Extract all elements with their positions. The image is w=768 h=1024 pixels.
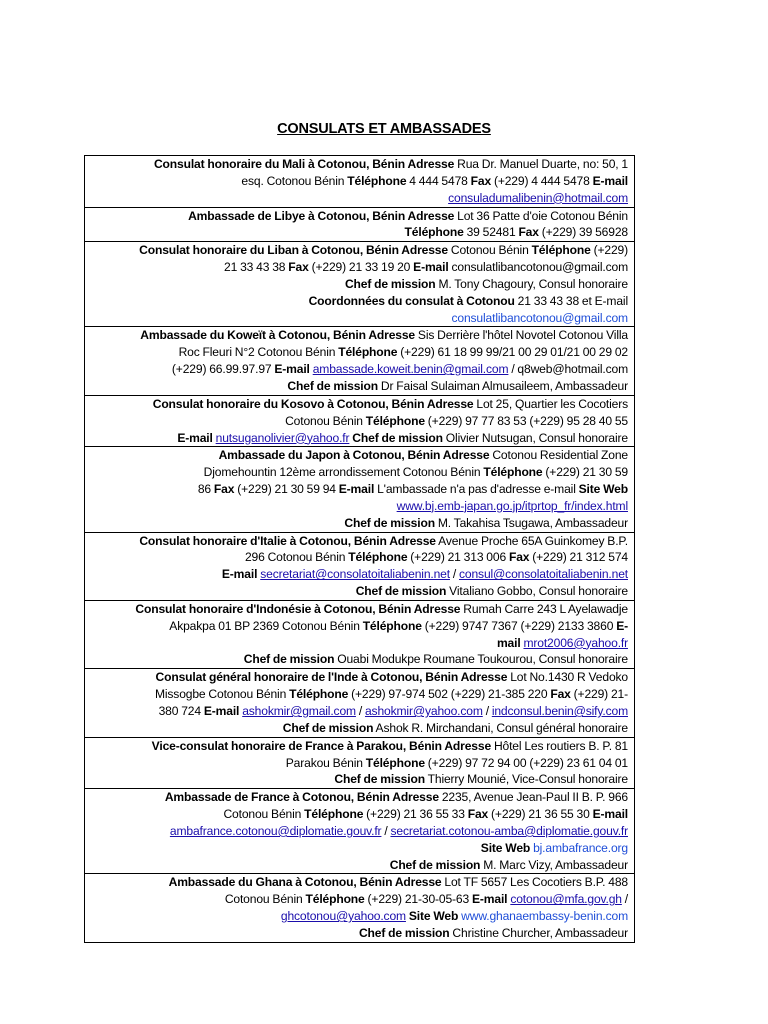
field-label: Téléphone	[305, 892, 365, 907]
field-value: Ouabi Modukpe Roumane Toukourou, Consul honoraire	[334, 652, 628, 667]
field-value: (+229) 97 77 83 53 (+229) 95 28 40 55	[424, 413, 628, 428]
field-label: Consulat honoraire du Liban à Cotonou, Bénin Adresse	[139, 243, 448, 258]
entry-line	[89, 669, 628, 686]
table-row	[85, 601, 634, 669]
field-label: Site Web	[480, 840, 531, 855]
entry-line	[89, 533, 628, 550]
field-label: Téléphone	[347, 173, 407, 188]
field-label: Consulat général honoraire de l'Inde à Cotonou, Bénin Adresse	[155, 670, 508, 685]
contact-link[interactable]: consul@consolatoitaliabenin.net	[459, 567, 628, 582]
contact-link[interactable]: mrot2006@yahoo.fr	[523, 635, 628, 650]
consulates-table	[84, 155, 635, 943]
field-value: (+229) 66.99.97.97	[171, 362, 275, 377]
field-value: Hôtel Les routiers B. P. 81	[491, 738, 628, 753]
field-label: Fax	[508, 550, 530, 565]
field-value: 86	[197, 482, 214, 497]
entry-line	[89, 738, 628, 755]
field-label: E-mail	[338, 482, 375, 497]
contact-text: bj.ambafrance.org	[533, 840, 628, 855]
contact-link[interactable]: secretariat@consolatoitaliabenin.net	[260, 567, 450, 582]
entry-line	[89, 481, 628, 498]
field-label: Téléphone	[338, 345, 398, 360]
contact-link[interactable]: ambafrance.cotonou@diplomatie.gouv.fr	[169, 823, 382, 838]
field-value: Vitaliano Gobbo, Consul honoraire	[446, 584, 628, 599]
table-row	[85, 874, 634, 942]
field-value: (+229) 39 56928	[538, 225, 628, 240]
field-value: Lot TF 5657 Les Cocotiers B.P. 488	[441, 875, 628, 890]
field-label: E-mail	[203, 704, 240, 718]
field-value: (+229) 21-	[570, 687, 628, 702]
field-value: Lot 25, Quartier les Cocotiers	[473, 396, 628, 411]
field-label: Chef de mission	[344, 515, 435, 530]
field-value: L'ambassade n'a pas d'adresse e-mail	[374, 482, 579, 497]
field-value: 21 33 43 38 et E-mail	[514, 293, 628, 308]
field-value: Akpakpa 01 BP 2369 Cotonou Bénin	[169, 618, 363, 633]
entry-line	[89, 361, 628, 378]
field-value: consulatlibancotonou@gmail.com	[448, 260, 628, 275]
field-label: Site Web	[408, 909, 459, 924]
field-label: Fax	[213, 482, 235, 497]
field-value: /	[621, 892, 628, 907]
entry-line	[89, 618, 628, 635]
contact-link[interactable]: consuladumalibenin@hotmail.com	[448, 190, 628, 205]
table-row	[85, 396, 634, 448]
field-label: Site Web	[578, 482, 628, 497]
field-label: Téléphone	[365, 755, 425, 770]
table-row	[85, 738, 634, 790]
field-label: Fax	[470, 173, 492, 188]
table-row	[85, 669, 634, 737]
table-row	[85, 789, 634, 874]
entry-line	[89, 190, 628, 207]
field-label: Chef de mission	[344, 276, 436, 291]
field-value: (+229) 21-30-05-63	[364, 892, 472, 907]
field-label: Consulat honoraire d'Indonésie à Cotonou, Bénin Adresse	[135, 601, 461, 616]
table-row	[85, 327, 634, 395]
entry-line	[89, 857, 628, 874]
field-value: Cotonou Bénin	[447, 243, 532, 258]
field-label: Vice-consulat honoraire de France à Parakou, Bénin Adresse	[151, 738, 492, 753]
field-value: 2235, Avenue Jean-Paul II B. P. 966	[438, 790, 628, 805]
field-label: Téléphone	[289, 687, 349, 702]
entry-line	[89, 806, 628, 823]
contact-link[interactable]: nutsuganolivier@yahoo.fr	[215, 430, 350, 445]
entry-line	[89, 413, 628, 430]
field-label: Chef de mission	[352, 430, 443, 445]
field-value: Cotonou Bénin	[224, 892, 306, 907]
field-label: E-mail	[472, 892, 508, 907]
field-label: Consulat honoraire du Mali à Cotonou, Bénin Adresse	[153, 157, 455, 171]
field-label: Coordonnées du consulat à Cotonou	[308, 293, 515, 308]
field-label: Chef de mission	[282, 720, 374, 735]
entry-line	[89, 583, 628, 600]
field-value: M. Takahisa Tsugawa, Ambassadeur	[434, 515, 628, 530]
entry-line	[89, 310, 628, 327]
contact-link[interactable]: ashokmir@yahoo.com	[364, 704, 483, 718]
entry-line	[89, 874, 628, 891]
contact-link[interactable]: ambassade.koweit.benin@gmail.com	[312, 362, 509, 377]
field-label: Ambassade de France à Cotonou, Bénin Adresse	[164, 790, 439, 805]
field-value: Rumah Carre 243 L Ayelawadje	[460, 601, 628, 616]
field-label: mail	[496, 635, 521, 650]
field-value: 4 444 5478	[406, 173, 471, 188]
entry-line	[89, 224, 628, 241]
entry-line	[89, 515, 628, 532]
entry-line	[89, 651, 628, 668]
field-value: Missogbe Cotonou Bénin	[154, 687, 290, 702]
field-value: / q8web@hotmail.com	[508, 362, 628, 377]
field-label: Téléphone	[365, 413, 425, 428]
entry-line	[89, 293, 628, 310]
contact-link[interactable]: ghcotonou@yahoo.com	[280, 909, 406, 924]
field-value: Lot No.1430 R Vedoko	[507, 670, 628, 685]
table-row	[85, 156, 634, 208]
entry-line	[89, 259, 628, 276]
field-label: Chef de mission	[243, 652, 335, 667]
table-row	[85, 208, 634, 243]
entry-line	[89, 208, 628, 225]
table-row	[85, 242, 634, 327]
entry-line	[89, 344, 628, 361]
field-value: 39 52481	[463, 225, 519, 240]
field-value: Djomehountin 12ème arrondissement Cotonou Bénin	[203, 465, 484, 480]
field-label: Chef de mission	[358, 925, 450, 940]
field-value: Olivier Nutsugan, Consul honoraire	[442, 430, 628, 445]
field-value: 380 724	[158, 704, 204, 718]
field-value: Avenue Proche 65A Guinkomey B.P.	[435, 533, 628, 548]
field-value: /	[449, 567, 459, 582]
field-value: Parakou Bénin	[285, 755, 366, 770]
field-label: E-mail	[274, 362, 310, 377]
entry-line	[89, 430, 628, 447]
field-label: E-mail	[592, 173, 628, 188]
entry-line	[89, 242, 628, 259]
entry-line	[89, 549, 628, 566]
field-value: (+229) 4 444 5478	[491, 173, 593, 188]
field-label: Ambassade du Japon à Cotonou, Bénin Adresse	[218, 448, 490, 463]
field-value: Ashok R. Mirchandani, Consul général honoraire	[373, 720, 628, 735]
field-value: (+229) 21 313 006	[407, 550, 509, 565]
entry-line	[89, 703, 628, 720]
entry-line	[89, 823, 628, 840]
table-row	[85, 533, 634, 601]
field-label: Ambassade du Koweït à Cotonou, Bénin Adresse	[140, 328, 416, 343]
field-label: Chef de mission	[334, 772, 425, 787]
field-value: Lot 36 Patte d'oie Cotonou Bénin	[454, 208, 628, 223]
field-value: (+229) 21 36 55 30	[488, 807, 593, 822]
entry-line	[89, 840, 628, 857]
entry-line	[89, 173, 628, 190]
entry-line	[89, 891, 628, 908]
field-value: (+229) 9747 7367 (+229) 2133 3860	[421, 618, 617, 633]
field-label: E-mail	[221, 567, 258, 582]
contact-link[interactable]: www.bj.emb-japan.go.jp/itprtop_fr/index.html	[396, 498, 628, 513]
field-label: E-	[616, 618, 628, 633]
field-value: Dr Faisal Sulaiman Almusaileem, Ambassadeur	[377, 378, 628, 393]
entry-line	[89, 498, 628, 515]
entry-line	[89, 566, 628, 583]
entry-line	[89, 464, 628, 481]
field-value: Christine Churcher, Ambassadeur	[449, 925, 628, 940]
field-label: Consulat honoraire du Kosovo à Cotonou, Bénin Adresse	[152, 396, 474, 411]
entry-line	[89, 789, 628, 806]
field-label: Téléphone	[348, 550, 408, 565]
field-label: E-mail	[413, 260, 449, 275]
field-value: Cotonou Bénin	[285, 413, 366, 428]
entry-line	[89, 720, 628, 737]
field-label: Chef de mission	[389, 857, 481, 872]
field-value: Cotonou Residential Zone	[489, 448, 628, 463]
field-value: (+229) 97-974 502 (+229) 21-385 220	[348, 687, 551, 702]
field-label: Téléphone	[304, 807, 364, 822]
field-value: Rua Dr. Manuel Duarte, no: 50, 1	[454, 157, 628, 171]
contact-link[interactable]: cotonou@mfa.gov.gh	[510, 892, 622, 907]
contact-link[interactable]: indconsul.benin@sify.com	[491, 704, 628, 718]
entry-line	[89, 378, 628, 395]
entry-line	[89, 327, 628, 344]
entry-line	[89, 276, 628, 293]
entry-line	[89, 908, 628, 925]
field-value: M. Marc Vizy, Ambassadeur	[480, 857, 628, 872]
contact-text: consulatlibancotonou@gmail.com	[451, 310, 628, 325]
field-label: Téléphone	[531, 243, 591, 258]
field-label: Fax	[288, 260, 309, 275]
entry-line	[89, 686, 628, 703]
field-value: 296 Cotonou Bénin	[244, 550, 349, 565]
contact-link[interactable]: secretariat.cotonou-amba@diplomatie.gouv.fr	[390, 823, 628, 838]
contact-text: www.ghanaembassy-benin.com	[461, 909, 628, 924]
field-value: Roc Fleuri N°2 Cotonou Bénin	[178, 345, 339, 360]
entry-line	[89, 447, 628, 464]
field-label: Fax	[550, 687, 571, 702]
field-label: E-mail	[177, 430, 213, 445]
field-label: Téléphone	[362, 618, 422, 633]
field-value: (+229) 21 312 574	[529, 550, 628, 565]
entry-line	[89, 925, 628, 942]
page-title: CONSULATS ET AMBASSADES	[277, 121, 491, 137]
field-value: Cotonou Bénin	[223, 807, 305, 822]
field-label: E-mail	[592, 807, 628, 822]
field-label: Ambassade de Libye à Cotonou, Bénin Adresse	[188, 208, 455, 223]
field-value: /	[381, 823, 391, 838]
field-label: Consulat honoraire d'Italie à Cotonou, Bénin Adresse	[139, 533, 436, 548]
field-value: /	[355, 704, 365, 718]
field-value: (+229) 21 33 19 20	[308, 260, 414, 275]
field-label: Téléphone	[483, 465, 543, 480]
field-value: (+229)	[590, 243, 628, 258]
entry-line	[89, 156, 628, 173]
field-value: M. Tony Chagoury, Consul honoraire	[435, 276, 628, 291]
field-label: Ambassade du Ghana à Cotonou, Bénin Adresse	[168, 875, 442, 890]
field-label: Fax	[518, 225, 539, 240]
field-value: (+229) 21 30 59 94	[234, 482, 339, 497]
table-row	[85, 447, 634, 532]
field-value: Thierry Mounié, Vice-Consul honoraire	[424, 772, 628, 787]
field-value: 21 33 43 38	[224, 260, 289, 275]
field-label: Chef de mission	[355, 584, 447, 599]
field-label: Téléphone	[404, 225, 464, 240]
entry-line	[89, 755, 628, 772]
field-label: Chef de mission	[287, 378, 378, 393]
field-label: Fax	[467, 807, 489, 822]
entry-line	[89, 771, 628, 788]
entry-line	[89, 601, 628, 618]
field-value: (+229) 21 30 59	[542, 465, 628, 480]
field-value: esq. Cotonou Bénin	[241, 173, 348, 188]
field-value: (+229) 97 72 94 00 (+229) 23 61 04 01	[424, 755, 628, 770]
field-value: (+229) 61 18 99 99/21 00 29 01/21 00 29 02	[397, 345, 628, 360]
field-value: /	[482, 704, 492, 718]
field-value: (+229) 21 36 55 33	[363, 807, 468, 822]
entry-line	[89, 635, 628, 652]
entry-line	[89, 396, 628, 413]
contact-link[interactable]: ashokmir@gmail.com	[242, 704, 356, 718]
field-value: Sis Derrière l'hôtel Novotel Cotonou Villa	[415, 328, 628, 343]
